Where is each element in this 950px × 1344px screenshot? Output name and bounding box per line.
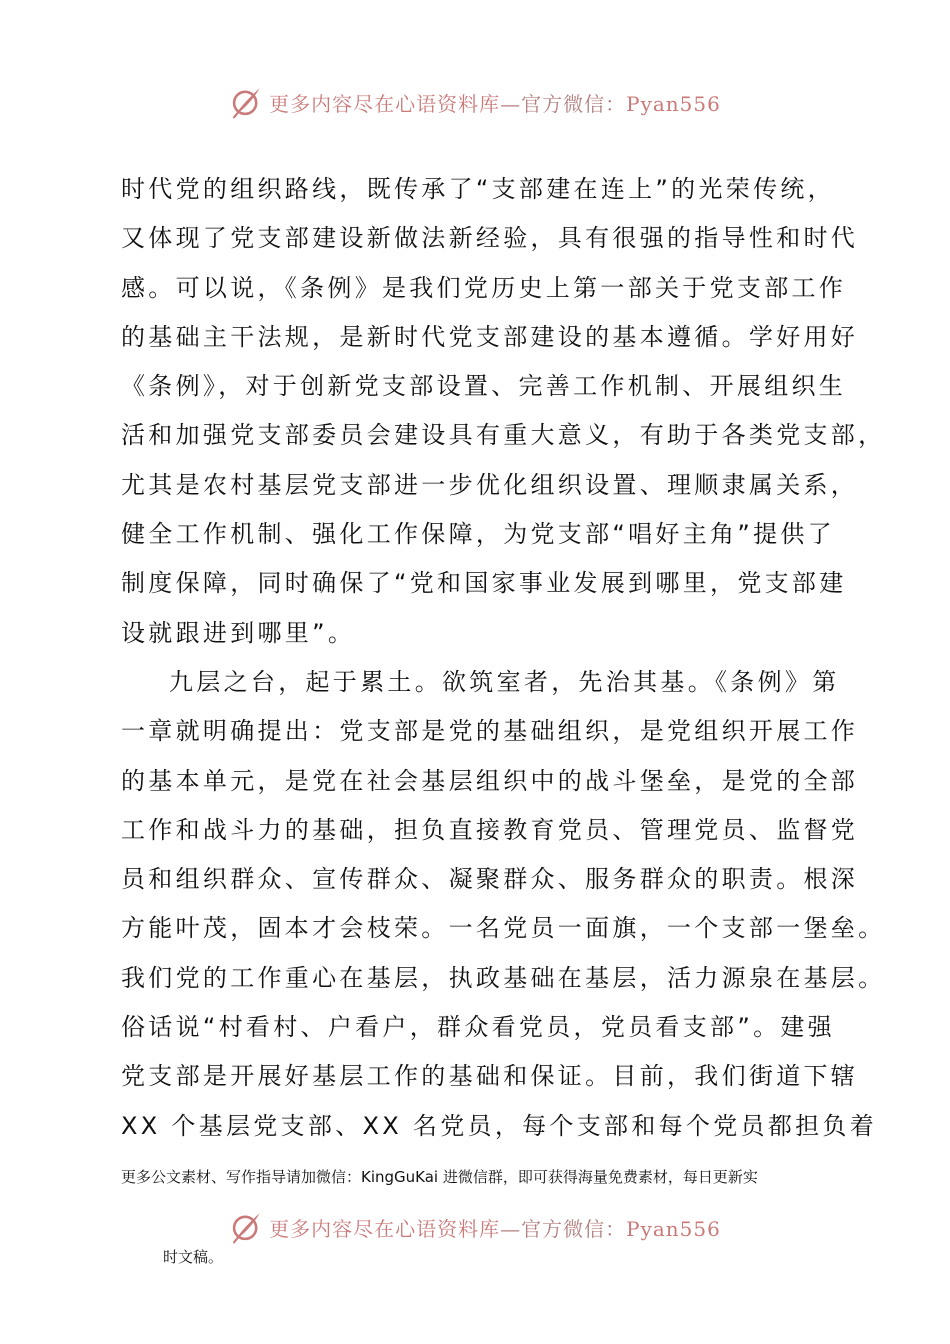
banner-text	[269, 88, 721, 117]
text-line: 感。可以说，《条例》是我们党历史上第一部关于党支部工作	[121, 273, 847, 302]
banner-main-text: 更多内容尽在心语资料库	[269, 91, 501, 116]
text-line: 工作和战斗力的基础，担负直接教育党员、管理党员、监督党	[121, 815, 859, 844]
text-line: 制度保障，同时确保了“党和国家事业发展到哪里，党支部建	[121, 569, 847, 598]
text-line: 又体现了党支部建设新做法新经验，具有很强的指导性和时代	[121, 224, 859, 253]
banner-text	[269, 1213, 721, 1242]
footer-watermark-banner	[0, 1205, 950, 1249]
text-line: 俗话说“村看村、户看户，群众看党员，党员看支部”。建强	[121, 1013, 835, 1042]
text-line: 的基本单元，是党在社会基层组织中的战斗堡垒，是党的全部	[121, 766, 859, 795]
text-line: XX 个基层党支部、XX 名党员，每个支部和每个党员都担负着	[121, 1111, 878, 1140]
text-line: 时代党的组织路线，既传承了“支部建在连上”的光荣传统，	[121, 175, 835, 203]
banner-wechat-id: Pyan556	[626, 91, 721, 116]
text-line: 设就跟进到哪里”。	[121, 618, 356, 647]
banner-main-text: 更多内容尽在心语资料库	[269, 1216, 501, 1241]
text-line: 员和组织群众、宣传群众、凝聚群众、服务群众的职责。根深	[121, 865, 859, 894]
paragraph-2	[121, 658, 886, 1151]
document-body	[121, 165, 886, 1151]
text-line: 党支部是开展好基层工作的基础和保证。目前，我们街道下辖	[121, 1062, 859, 1091]
text-line: 一章就明确提出：党支部是党的基础组织，是党组织开展工作	[121, 717, 859, 746]
banner-separator: —	[500, 91, 522, 116]
text-line: 我们党的工作重心在基层，执政基础在基层，活力源泉在基层。	[121, 963, 886, 992]
banner-wechat-label: 官方微信：	[521, 91, 627, 116]
text-line: 健全工作机制、强化工作保障，为党支部“唱好主角”提供了	[121, 520, 835, 549]
paragraph-1	[121, 165, 886, 658]
text-line: 尤其是农村基层党支部进一步优化组织设置、理顺隶属关系，	[121, 470, 859, 499]
text-line: 方能叶茂，固本才会枝荣。一名党员一面旗，一个支部一堡垒。	[121, 914, 886, 943]
text-line: 活和加强党支部委员会建设具有重大意义，有助于各类党支部，	[121, 421, 886, 450]
banner-separator: —	[500, 1216, 522, 1241]
banner-wechat-label: 官方微信：	[521, 1216, 627, 1241]
feather-pen-logo-icon	[229, 1210, 263, 1244]
feather-pen-logo-icon	[229, 85, 263, 119]
text-line: 的基础主干法规，是新时代党支部建设的基本遵循。学好用好	[121, 322, 859, 351]
text-line: 《条例》，对于创新党支部设置、完善工作机制、开展组织生	[121, 372, 847, 401]
text-line: 九层之台，起于累土。欲筑室者，先治其基。《条例》第	[169, 667, 840, 696]
banner-wechat-id: Pyan556	[626, 1216, 721, 1241]
footer-note-line-2: 时文稿。	[163, 1248, 224, 1266]
header-watermark-banner	[0, 80, 950, 124]
footer-note-line-1: 更多公文素材、写作指导请加微信：KingGuKai 进微信群，即可获得海量免费素材，每日更新实	[121, 1168, 758, 1186]
